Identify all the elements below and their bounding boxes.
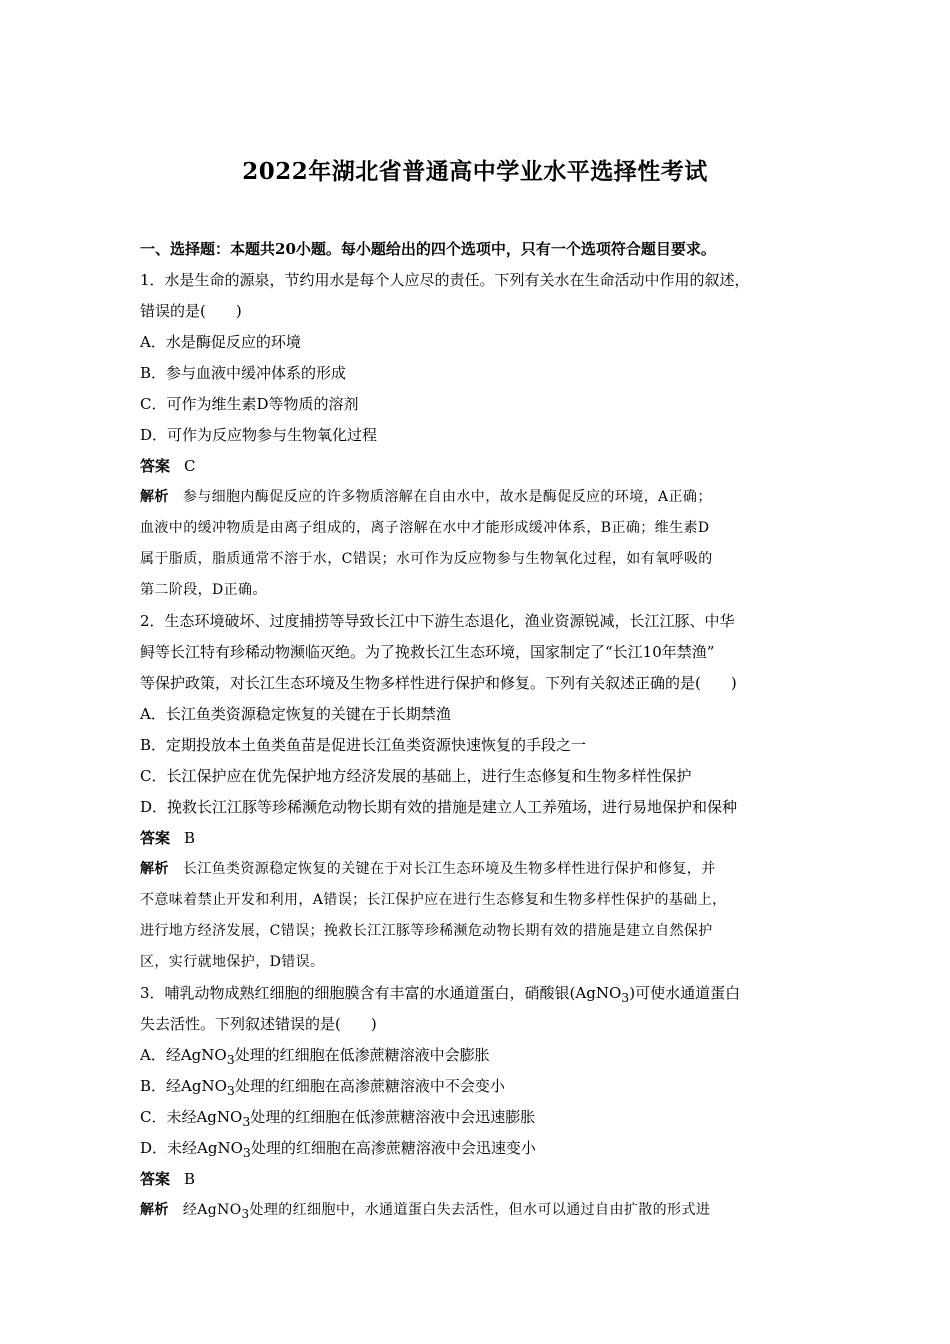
q1-analysis-line4: 第二阶段，D正确。 [140,582,267,598]
q2-stem-line3: 等保护政策，对长江生态环境及生物多样性进行保护和修复。下列有关叙述正确的是( ) [140,674,737,692]
q3-answer-value: B [184,1170,196,1188]
q2-option-c: C．长江保护应在优先保护地方经济发展的基础上，进行生态修复和生物多样性保护 [140,767,692,785]
q2-analysis-line1 [140,859,840,879]
q3-option-d-pre: D．未经AgNO [140,1139,243,1157]
q2-analysis-line2: 不意味着禁止开发和利用，A错误；长江保护应在进行生态修复和生物多样性保护的基础上， [140,892,727,908]
q1-answer-value: C [184,457,196,475]
q2-option-d: D．挽救长江江豚等珍稀濒危动物长期有效的措施是建立人工养殖场，进行易地保护和保种 [140,798,738,816]
q2-option-b: B．定期投放本土鱼类鱼苗是促进长江鱼类资源快速恢复的手段之一 [140,736,587,754]
q3-option-b-pre: B．经AgNO [140,1077,227,1095]
q3-option-a-sub: 3 [226,1052,235,1067]
q2-analysis-text1: 长江鱼类资源稳定恢复的关键在于对长江生态环境及生物多样性进行保护和修复，并 [182,861,716,877]
page-title: 2022年湖北省普通高中学业水平选择性考试 [242,158,708,185]
q1-option-c: C．可作为维生素D等物质的溶剂 [140,395,359,413]
section-header: 一、选择题：本题共20小题。每小题给出的四个选项中，只有一个选项符合题目要求。 [140,240,716,258]
q1-option-b: B．参与血液中缓冲体系的形成 [140,364,347,382]
q2-analysis-line3: 进行地方经济发展，C错误；挽救长江江豚等珍稀濒危动物长期有效的措施是建立自然保护 [140,923,713,939]
q2-stem-line2: 鲟等长江特有珍稀动物濒临灭绝。为了挽救长江生态环境，国家制定了“长江10年禁渔” [140,643,715,661]
q3-stem-line1 [140,983,840,1008]
q3-stem-text-a: 3．哺乳动物成熟红细胞的细胞膜含有丰富的水通道蛋白，硝酸银(AgNO [140,984,622,1002]
q3-stem-text-b: )可使水通道蛋白 [629,984,741,1002]
q3-option-d-sub: 3 [242,1145,251,1160]
q3-option-b-post: 处理的红细胞在高渗蔗糖溶液中不会变小 [234,1077,505,1095]
q3-option-a-pre: A．经AgNO [140,1046,227,1064]
q3-answer-line [140,1169,840,1189]
q3-option-c-sub: 3 [242,1114,251,1129]
answer-label: 答案 [140,1170,171,1188]
answer-label: 答案 [140,829,171,847]
q1-stem-line1: 1．水是生命的源泉，节约用水是每个人应尽的责任。下列有关水在生命活动中作用的叙述， [140,271,750,289]
analysis-label: 解析 [140,1202,169,1218]
q3-option-a-post: 处理的红细胞在低渗蔗糖溶液中会膨胀 [234,1046,490,1064]
q3-option-d-post: 处理的红细胞在高渗蔗糖溶液中会迅速变小 [250,1139,536,1157]
q2-analysis-line4: 区，实行就地保护，D错误。 [140,954,325,970]
q1-stem-line2: 错误的是( ) [140,302,242,320]
q3-option-c-pre: C．未经AgNO [140,1108,243,1126]
q3-stem-subscript: 3 [621,990,630,1005]
q2-stem-line1: 2．生态环境破坏、过度捕捞等导致长江中下游生态退化，渔业资源锐减，长江江豚、中华 [140,612,735,630]
q2-answer-value: B [184,829,196,847]
q3-analysis-line1 [140,1200,840,1224]
q3-option-b-sub: 3 [226,1083,235,1098]
q3-option-a [140,1045,840,1070]
q1-analysis-line2: 血液中的缓冲物质是由离子组成的，离子溶解在水中才能形成缓冲体系，B正确；维生素D [140,520,710,536]
q2-option-a: A．长江鱼类资源稳定恢复的关键在于长期禁渔 [140,705,451,723]
q3-option-c [140,1107,840,1132]
q1-analysis-text1: 参与细胞内酶促反应的许多物质溶解在自由水中，故水是酶促反应的环境，A正确； [182,489,712,505]
analysis-label: 解析 [140,489,169,505]
analysis-label: 解析 [140,861,169,877]
q1-answer-line [140,456,840,476]
q1-option-d: D．可作为反应物参与生物氧化过程 [140,426,378,444]
q3-option-c-post: 处理的红细胞在低渗蔗糖溶液中会迅速膨胀 [250,1108,536,1126]
answer-label: 答案 [140,457,171,475]
q3-analysis-post: 处理的红细胞中，水通道蛋白失去活性，但水可以通过自由扩散的形式进 [249,1202,711,1218]
q3-analysis-pre: 经AgNO [182,1202,242,1218]
q3-option-d [140,1138,840,1163]
q1-analysis-line3: 属于脂质，脂质通常不溶于水，C错误；水可作为反应物参与生物氧化过程，如有氧呼吸的 [140,551,713,567]
q3-analysis-sub: 3 [241,1206,250,1221]
q1-analysis-line1 [140,487,840,507]
q3-stem-line2: 失去活性。下列叙述错误的是( ) [140,1015,377,1033]
q2-answer-line [140,828,840,848]
q1-option-a: A．水是酶促反应的环境 [140,333,301,351]
q3-option-b [140,1076,840,1101]
